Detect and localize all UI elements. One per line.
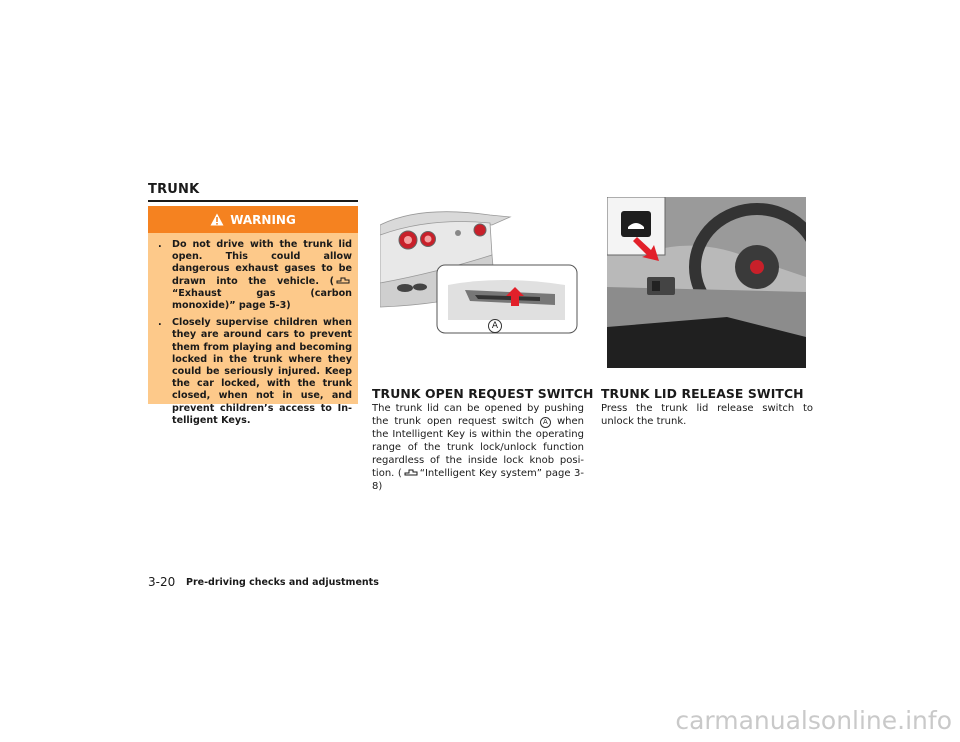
- reference-hand-icon: [336, 276, 350, 285]
- trunk-open-text-ref: “Intelligent Key system” page 3-8): [372, 468, 584, 492]
- warning-item: [158, 239, 352, 312]
- warning-text: Do not drive with the trunk lid open. This could allow dangerous exhaust gases to be drawn into the vehicle. (: [172, 239, 352, 287]
- warning-ref-text: “Exhaust gas (carbon monoxide)” page 5-3): [172, 287, 352, 312]
- callout-a-inline: A: [540, 417, 551, 428]
- section-title: TRUNK: [148, 182, 358, 202]
- trunk-open-text-start: The trunk lid can be opened by pushing the trunk open request switch: [372, 403, 584, 427]
- warning-triangle-icon: [210, 213, 224, 226]
- warning-text: Closely supervise children when they are around cars to prevent them from playing and becoming locked in the trunk where they could be seriously injured. Keep the car locked, with the trunk closed, when not in use, and prevent children’s access to In-telligent Keys.: [172, 317, 352, 426]
- trunk-release-text: Press the trunk lid release switch to unlock the trunk.: [601, 403, 813, 427]
- bullet: .: [158, 239, 162, 250]
- bullet: .: [158, 317, 162, 329]
- car-rear-illustration: [380, 195, 578, 335]
- warning-box: [148, 206, 358, 426]
- dashboard-illustration: [607, 197, 806, 368]
- warning-label: WARNING: [230, 212, 296, 227]
- reference-hand-icon: [404, 468, 418, 477]
- page-number: 3-20: [148, 575, 176, 589]
- trunk-open-switch-illustration: [380, 195, 578, 335]
- trunk-open-text-middle: when the Intelligent Key is within the operating range of the trunk lock/unlock function regardless of the inside lock knob posi-tion. (: [372, 416, 584, 479]
- callout-a-badge: A: [488, 319, 502, 333]
- trunk-open-text: [372, 402, 584, 493]
- warning-item: [158, 317, 352, 427]
- trunk-lid-release-illustration: [607, 197, 806, 368]
- trunk-release-heading: TRUNK LID RELEASE SWITCH: [601, 386, 804, 401]
- warning-list: [148, 233, 358, 427]
- chapter-title: Pre-driving checks and adjustments: [186, 577, 379, 588]
- warning-header: [148, 206, 358, 233]
- watermark: carmanualsonline.info: [675, 706, 952, 735]
- trunk-open-heading: TRUNK OPEN REQUEST SWITCH: [372, 386, 594, 401]
